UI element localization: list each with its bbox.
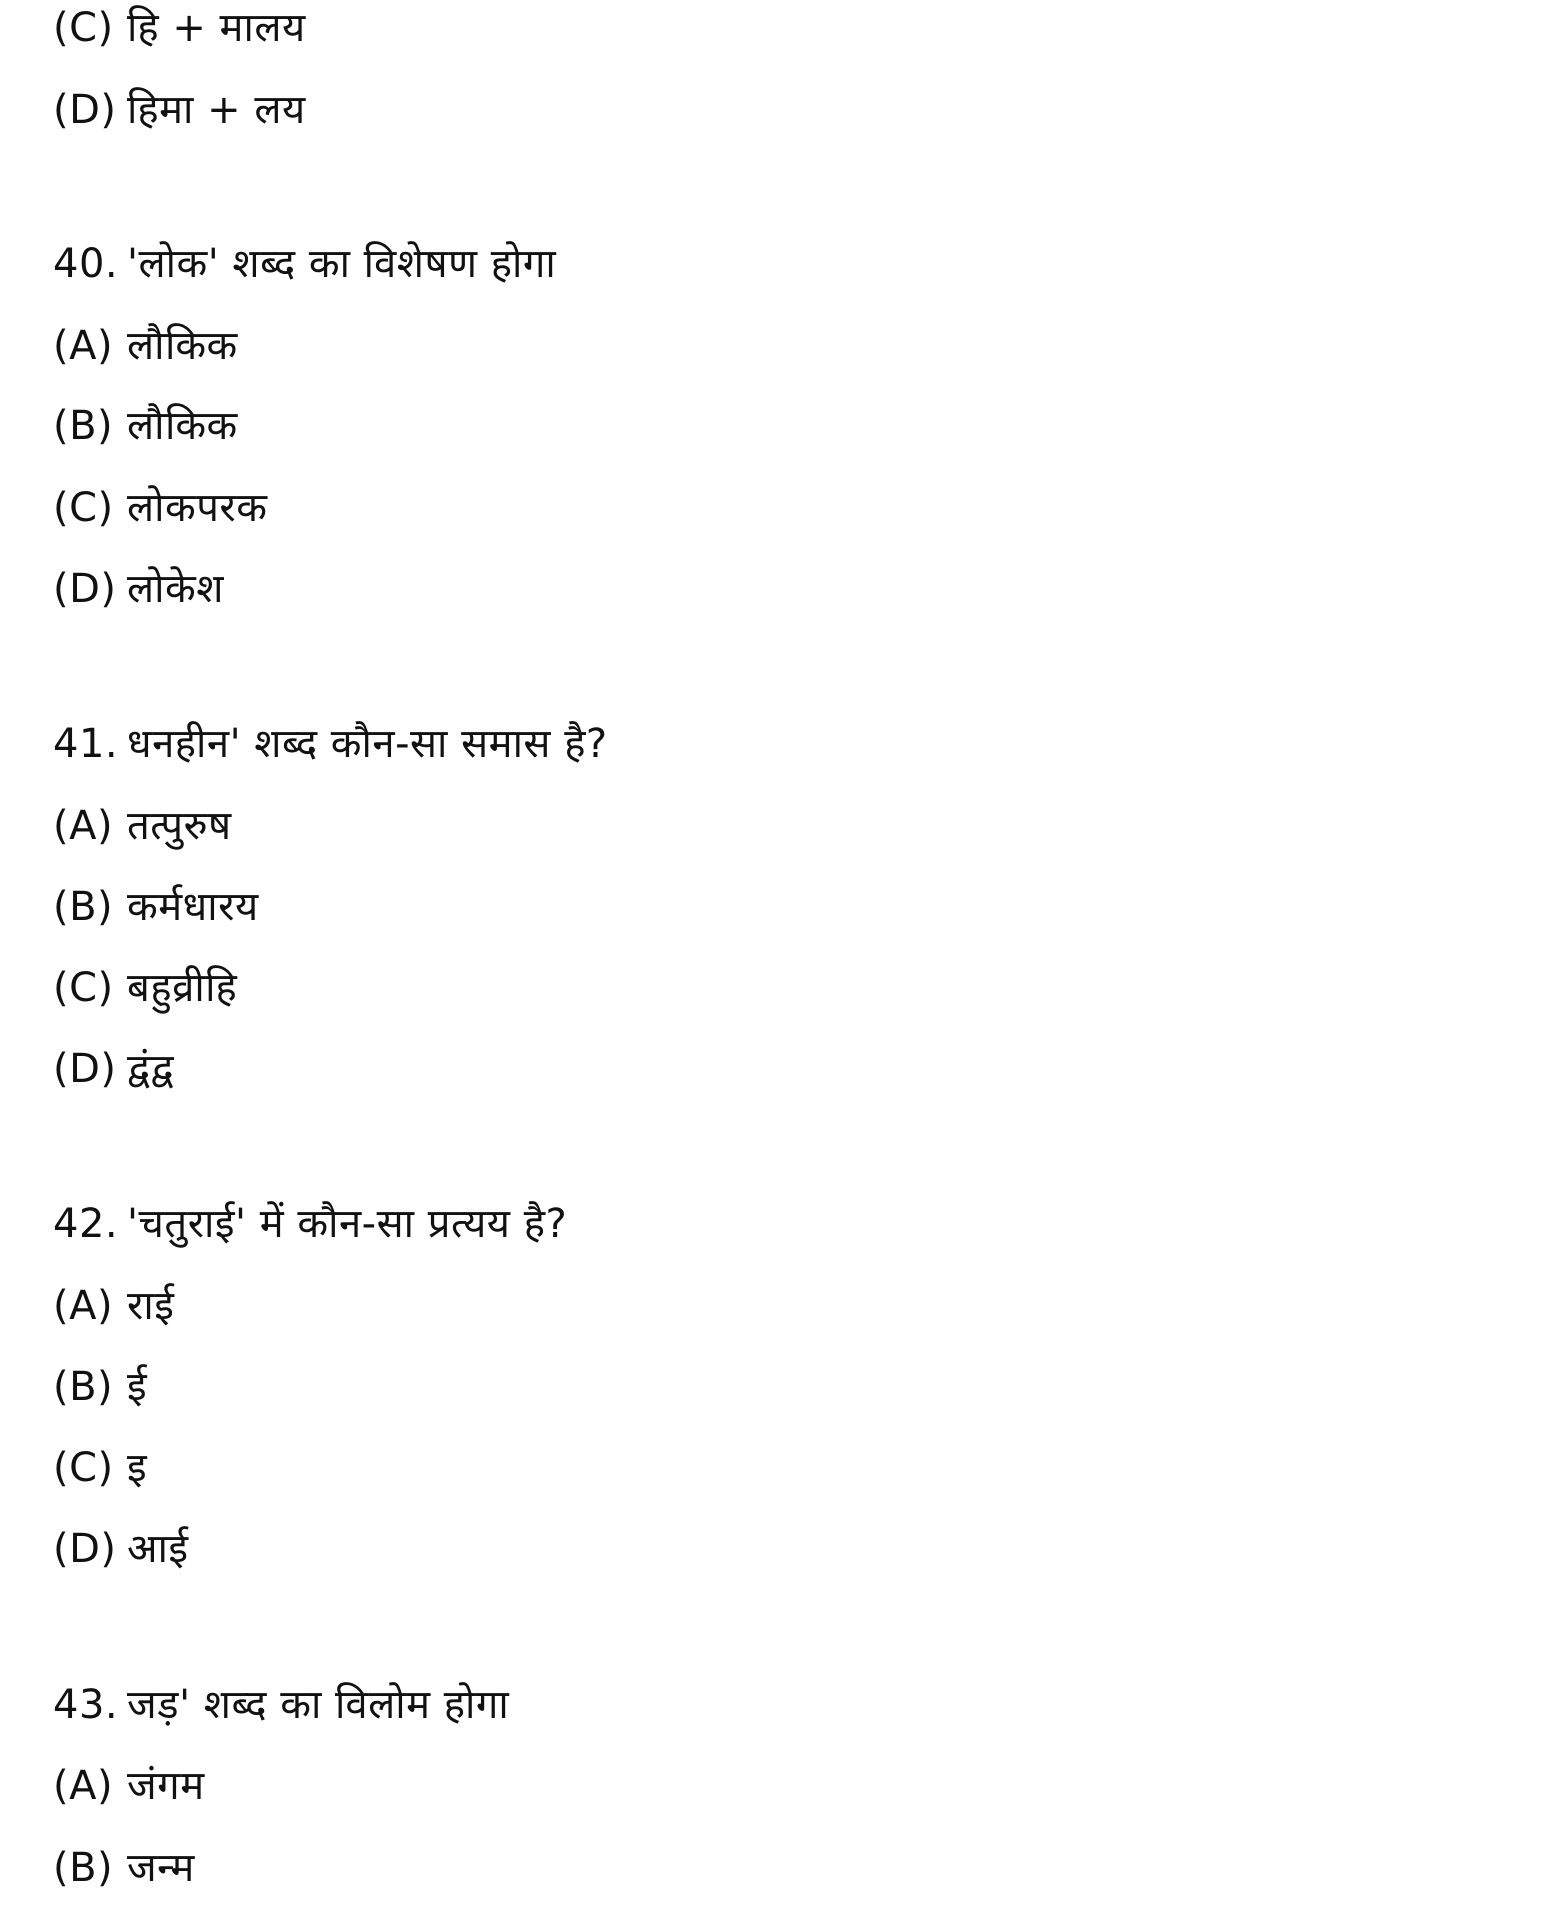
option-text: जन्म xyxy=(127,1845,195,1891)
option-text: द्वंद्व xyxy=(127,1046,174,1092)
option-text: लोकपरक xyxy=(127,485,268,531)
option-d-q42 xyxy=(53,1523,189,1575)
option-a-q42 xyxy=(53,1280,174,1332)
option-b-q41 xyxy=(53,881,259,933)
option-d-q41 xyxy=(53,1043,174,1095)
option-a-q41 xyxy=(53,800,232,852)
question-text: 'लोक' शब्द का विशेषण होगा xyxy=(127,241,557,287)
option-marker: (A) xyxy=(53,1283,114,1329)
question-number: 41. xyxy=(53,721,119,767)
option-marker: (B) xyxy=(53,403,114,449)
question-number: 40. xyxy=(53,241,119,287)
question-number: 42. xyxy=(53,1201,119,1247)
question-text: धनहीन' शब्द कौन-सा समास है? xyxy=(127,721,608,767)
option-text: हिमा + लय xyxy=(127,87,306,133)
option-text: इ xyxy=(127,1445,148,1491)
option-marker: (D) xyxy=(53,87,117,133)
option-c-q42 xyxy=(53,1442,147,1494)
option-c-q39 xyxy=(53,2,306,54)
option-b-q42 xyxy=(53,1361,147,1413)
question-42 xyxy=(53,1198,567,1250)
option-text: हि + मालय xyxy=(127,5,306,51)
option-d-q39 xyxy=(53,84,306,136)
option-marker: (B) xyxy=(53,1364,114,1410)
option-text: आई xyxy=(127,1526,189,1572)
option-marker: (B) xyxy=(53,1845,114,1891)
question-40 xyxy=(53,238,556,290)
option-marker: (D) xyxy=(53,1526,117,1572)
question-number: 43. xyxy=(53,1682,119,1728)
option-marker: (A) xyxy=(53,1763,114,1809)
option-marker: (D) xyxy=(53,1046,117,1092)
option-marker: (D) xyxy=(53,566,117,612)
option-c-q40 xyxy=(53,482,268,534)
option-marker: (C) xyxy=(53,1445,114,1491)
option-a-q40 xyxy=(53,320,238,372)
question-43 xyxy=(53,1679,509,1731)
option-marker: (C) xyxy=(53,5,114,51)
question-41 xyxy=(53,718,608,770)
option-marker: (C) xyxy=(53,485,114,531)
option-text: लौकिक xyxy=(127,323,238,369)
option-marker: (C) xyxy=(53,965,114,1011)
option-text: कर्मधारय xyxy=(127,884,259,930)
option-text: तत्पुरुष xyxy=(127,803,232,849)
option-b-q43 xyxy=(53,1842,195,1894)
option-text: बहुव्रीहि xyxy=(127,965,238,1011)
option-text: राई xyxy=(127,1283,175,1329)
question-text: 'चतुराई' में कौन-सा प्रत्यय है? xyxy=(127,1201,568,1247)
option-c-q41 xyxy=(53,962,237,1014)
option-text: जंगम xyxy=(127,1763,205,1809)
option-a-q43 xyxy=(53,1760,205,1812)
option-marker: (A) xyxy=(53,323,114,369)
option-text: ई xyxy=(127,1364,148,1410)
question-text: जड़' शब्द का विलोम होगा xyxy=(127,1682,510,1728)
option-text: लोकेश xyxy=(127,566,224,612)
option-b-q40 xyxy=(53,400,238,452)
option-marker: (B) xyxy=(53,884,114,930)
option-text: लौकिक xyxy=(127,403,238,449)
option-d-q40 xyxy=(53,563,224,615)
option-marker: (A) xyxy=(53,803,114,849)
